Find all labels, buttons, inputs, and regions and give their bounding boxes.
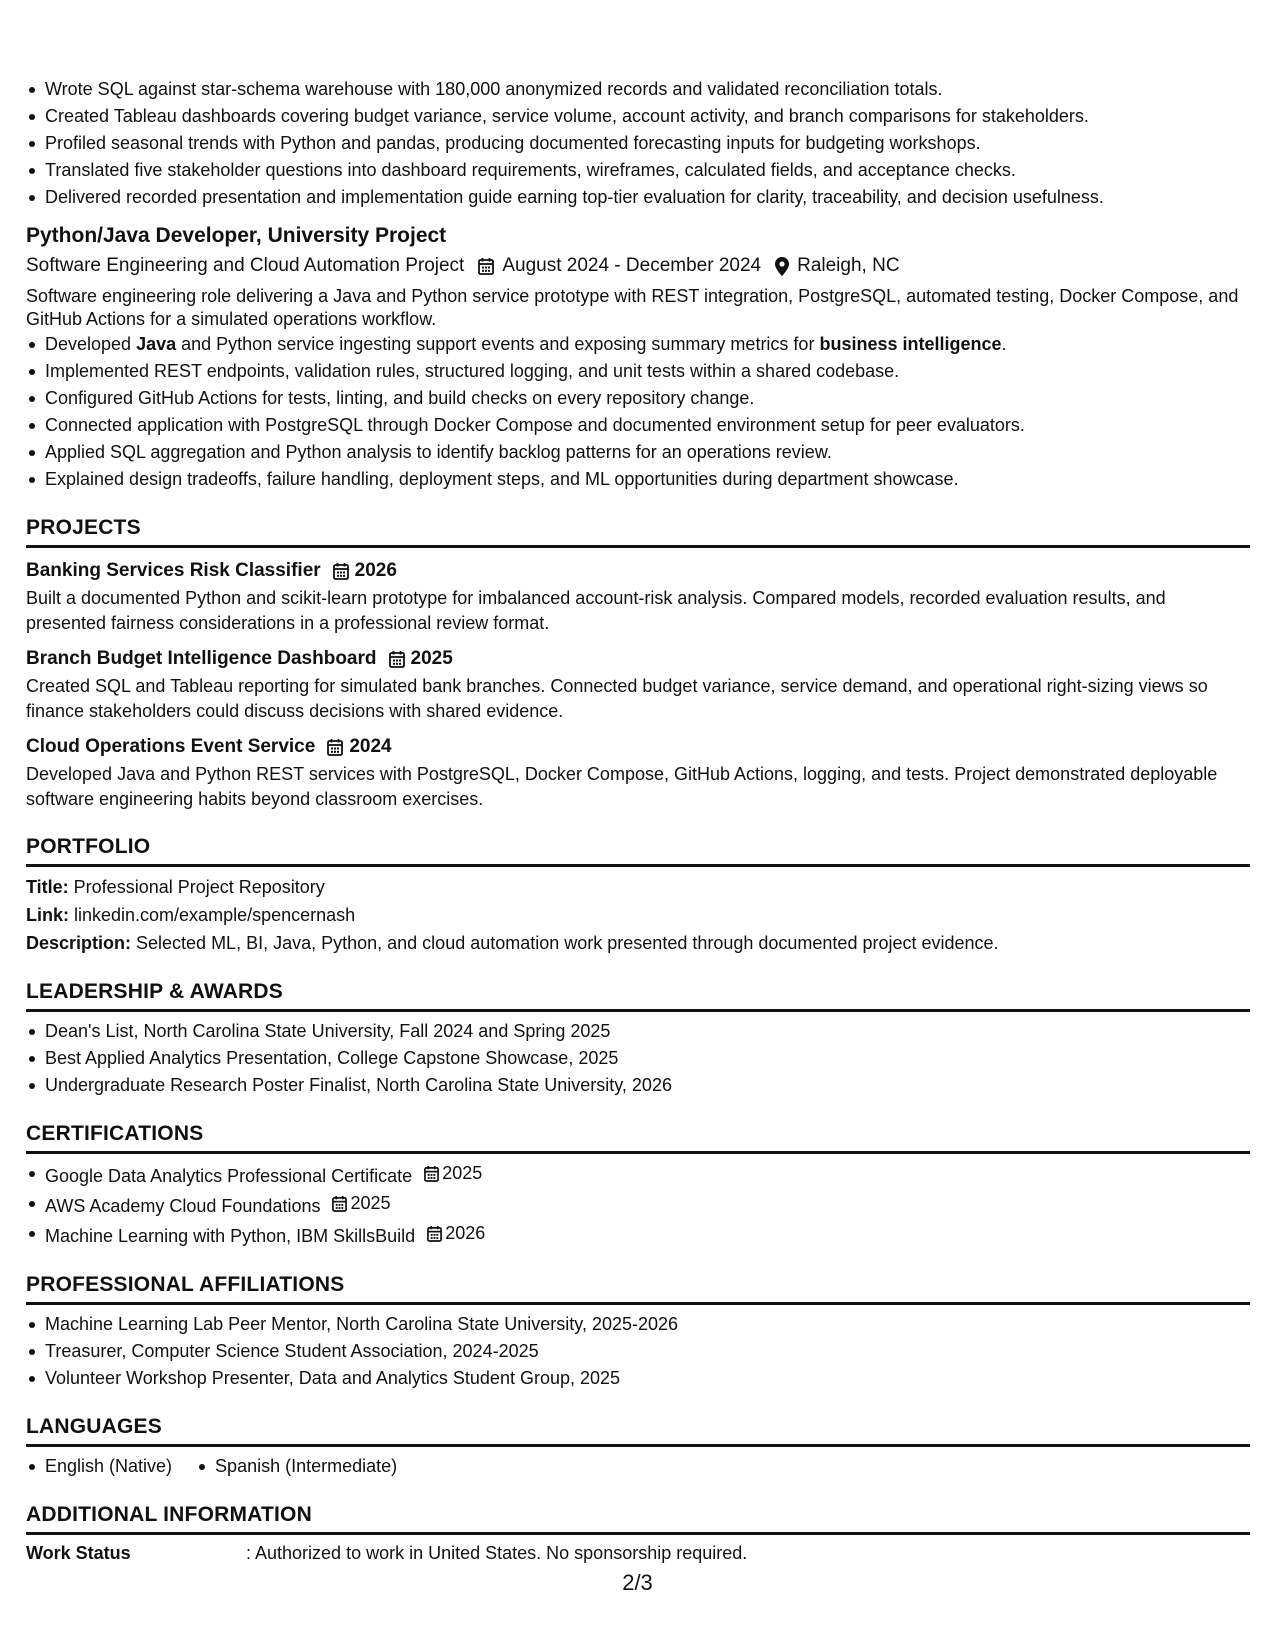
- cert-name: AWS Academy Cloud Foundations: [45, 1196, 321, 1216]
- project-item: [26, 556, 1250, 636]
- cert-name: Machine Learning with Python, IBM SkillsBuild: [45, 1226, 416, 1246]
- cert-year: 2026: [445, 1223, 486, 1243]
- calendar-icon: [427, 1225, 442, 1242]
- calendar-icon: [389, 650, 405, 668]
- portfolio-description: Description: Selected ML, BI, Java, Python, and cloud automation work presented through documented project evidence.: [26, 933, 999, 953]
- list-item: Developed Java and Python service ingesting support events and exposing summary metrics for business intelligence.: [26, 331, 1250, 358]
- calendar-icon: [478, 257, 494, 275]
- experience-bullets: [26, 76, 1250, 211]
- list-item: Connected application with PostgreSQL through Docker Compose and documented environment setup for peer evaluators.: [26, 412, 1250, 439]
- list-item: Configured GitHub Actions for tests, linting, and build checks on every repository change.: [26, 385, 1250, 412]
- portfolio-link[interactable]: Link: linkedin.com/example/spencernash: [26, 905, 356, 925]
- list-item: Treasurer, Computer Science Student Association, 2024-2025: [26, 1338, 1250, 1365]
- list-item: Explained design tradeoffs, failure handling, deployment steps, and ML opportunities during department showcase.: [26, 466, 1250, 493]
- role-meta: [26, 251, 1250, 281]
- list-item: [26, 1220, 1250, 1250]
- section-title-projects: PROJECTS: [26, 513, 1250, 548]
- portfolio-title: Title: Professional Project Repository: [26, 877, 325, 897]
- leadership-list: [26, 1018, 1250, 1099]
- project-year: 2026: [354, 560, 397, 581]
- work-status-value: : Authorized to work in United States. No sponsorship required.: [246, 1543, 748, 1563]
- project-name: Banking Services Risk Classifier: [26, 560, 321, 581]
- list-item: [26, 1160, 1250, 1190]
- cert-year: 2025: [442, 1163, 483, 1183]
- resume-page: [26, 76, 1250, 1567]
- project-item: [26, 644, 1250, 724]
- project-year: 2024: [349, 736, 392, 757]
- calendar-icon: [332, 1195, 347, 1212]
- list-item: Best Applied Analytics Presentation, College Capstone Showcase, 2025: [26, 1045, 1250, 1072]
- page-number: 2/3: [622, 1570, 653, 1595]
- calendar-icon: [327, 738, 343, 756]
- list-item: Translated five stakeholder questions into dashboard requirements, wireframes, calculated fields, and acceptance checks.: [26, 157, 1250, 184]
- work-status-row: [26, 1539, 1250, 1567]
- role-summary: Software engineering role delivering a Java and Python service prototype with REST integration, PostgreSQL, automated testing, Docker Compose, and GitHub Actions for a simulated operations workflow.: [26, 286, 1239, 329]
- section-title-affiliations: PROFESSIONAL AFFILIATIONS: [26, 1270, 1250, 1305]
- project-year: 2025: [410, 648, 453, 669]
- affiliations-list: [26, 1311, 1250, 1392]
- cert-name: Google Data Analytics Professional Certificate: [45, 1166, 413, 1186]
- map-pin-icon: [775, 257, 789, 276]
- cert-year: 2025: [350, 1193, 391, 1213]
- section-title-portfolio: PORTFOLIO: [26, 832, 1250, 867]
- list-item: Spanish (Intermediate): [196, 1453, 397, 1480]
- project-name: Cloud Operations Event Service: [26, 736, 316, 757]
- section-title-additional: ADDITIONAL INFORMATION: [26, 1500, 1250, 1535]
- list-item: [26, 1190, 1250, 1220]
- list-item: Applied SQL aggregation and Python analysis to identify backlog patterns for an operations review.: [26, 439, 1250, 466]
- list-item: Undergraduate Research Poster Finalist, North Carolina State University, 2026: [26, 1072, 1250, 1099]
- role-dates: August 2024 - December 2024: [478, 251, 761, 281]
- section-title-languages: LANGUAGES: [26, 1412, 1250, 1447]
- role-title: Python/Java Developer, University Project: [26, 224, 447, 247]
- list-item: English (Native): [26, 1453, 172, 1480]
- calendar-icon: [333, 562, 349, 580]
- work-status-label: Work Status: [26, 1543, 131, 1563]
- project-name: Branch Budget Intelligence Dashboard: [26, 648, 377, 669]
- project-item: [26, 732, 1250, 812]
- list-item: Profiled seasonal trends with Python and pandas, producing documented forecasting inputs for budgeting workshops.: [26, 130, 1250, 157]
- project-description: Built a documented Python and scikit-learn prototype for imbalanced account-risk analysis. Compared models, recorded evaluation results, and presented fairness considerations in a professional review format.: [26, 588, 1166, 633]
- list-item: Delivered recorded presentation and implementation guide earning top-tier evaluation for clarity, traceability, and decision usefulness.: [26, 184, 1250, 211]
- certifications-list: [26, 1160, 1250, 1250]
- role-location: Raleigh, NC: [775, 251, 899, 281]
- list-item: Implemented REST endpoints, validation rules, structured logging, and unit tests within a shared codebase.: [26, 358, 1250, 385]
- role-organization: Software Engineering and Cloud Automation Project: [26, 255, 465, 276]
- calendar-icon: [424, 1165, 439, 1182]
- project-description: Created SQL and Tableau reporting for simulated bank branches. Connected budget variance, service demand, and operational right-sizing views so finance stakeholders could discuss decisions with shared evidence.: [26, 676, 1208, 721]
- section-title-leadership: LEADERSHIP & AWARDS: [26, 977, 1250, 1012]
- role-bullets: [26, 331, 1250, 493]
- list-item: Machine Learning Lab Peer Mentor, North Carolina State University, 2025-2026: [26, 1311, 1250, 1338]
- project-description: Developed Java and Python REST services with PostgreSQL, Docker Compose, GitHub Actions, logging, and tests. Project demonstrated deployable software engineering habits beyond classroom exercises.: [26, 764, 1218, 809]
- languages-list: [26, 1453, 1250, 1480]
- section-title-certifications: CERTIFICATIONS: [26, 1119, 1250, 1154]
- list-item: Volunteer Workshop Presenter, Data and Analytics Student Group, 2025: [26, 1365, 1250, 1392]
- list-item: Created Tableau dashboards covering budget variance, service volume, account activity, and branch comparisons for stakeholders.: [26, 103, 1250, 130]
- list-item: Wrote SQL against star-schema warehouse with 180,000 anonymized records and validated reconciliation totals.: [26, 76, 1250, 103]
- list-item: Dean's List, North Carolina State University, Fall 2024 and Spring 2025: [26, 1018, 1250, 1045]
